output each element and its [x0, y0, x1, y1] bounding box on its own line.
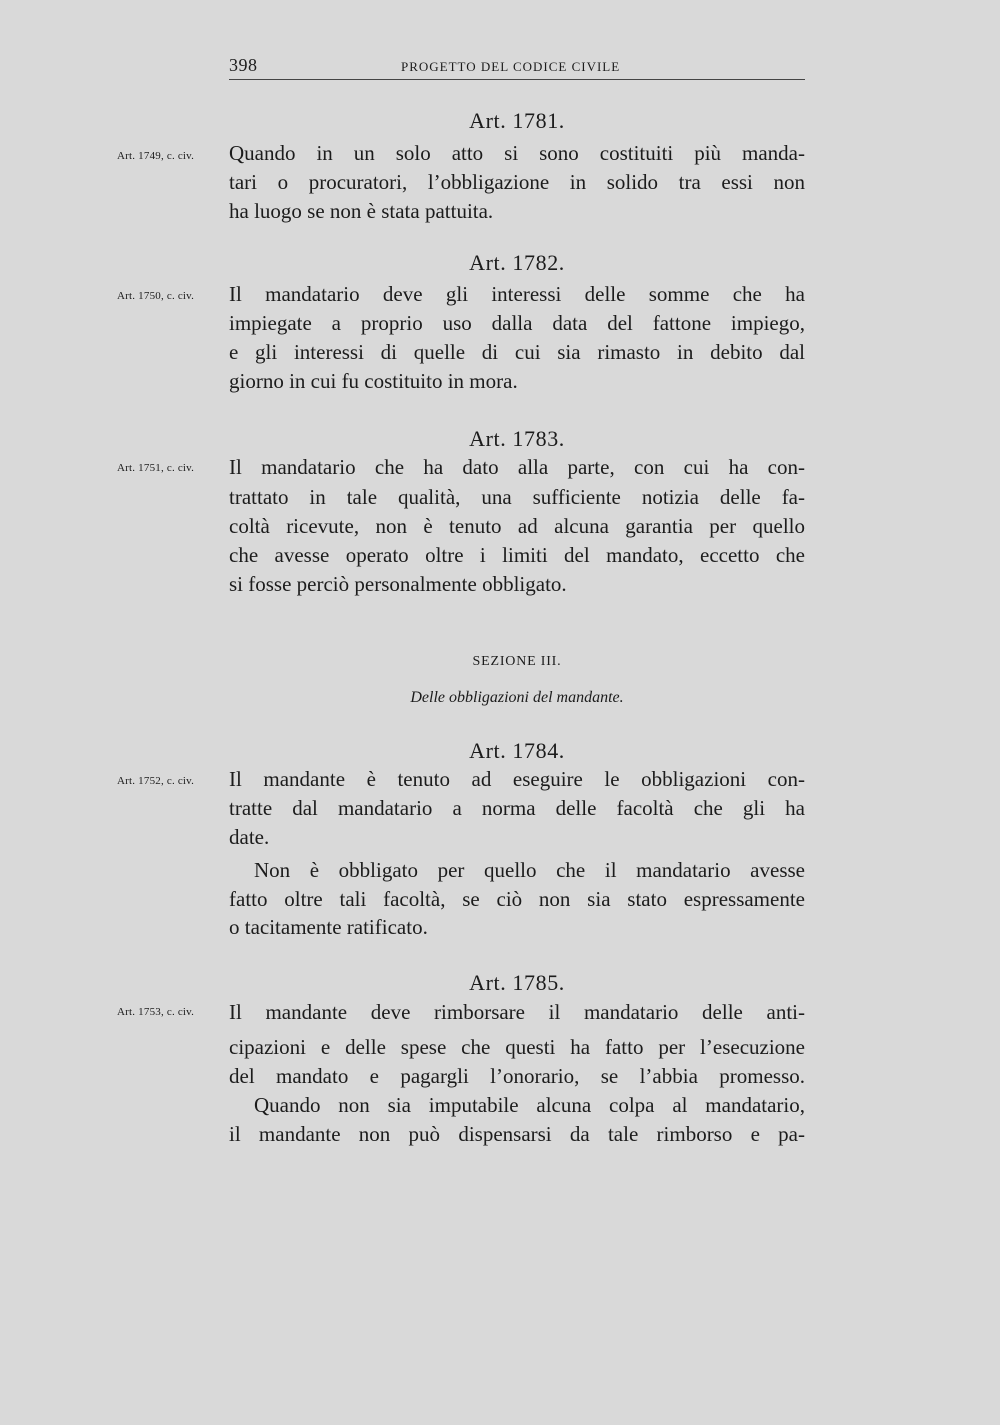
text-line: ha luogo se non è stata pattuita.	[229, 199, 494, 223]
text-line: Il mandante deve rimborsare il mandatario delle anti-	[229, 1000, 805, 1024]
text-line: Quando non sia imputabile alcuna colpa al mandatario,	[254, 1093, 805, 1117]
running-title: PROGETTO DEL CODICE CIVILE	[401, 59, 621, 74]
section-title: SEZIONE III.	[472, 654, 562, 669]
text-line: tari o procuratori, l’obbligazione in solido tra essi non	[229, 170, 805, 194]
article-heading: Art. 1783.	[469, 426, 565, 451]
text-line: Il mandatario che ha dato alla parte, con cui ha con-	[229, 455, 805, 479]
text-line: che avesse operato oltre i limiti del mandato, eccetto che	[229, 543, 805, 567]
text-line: trattato in tale qualità, una sufficiente notizia delle fa-	[229, 485, 805, 509]
page-header	[229, 55, 805, 79]
margin-reference: Art. 1753, c. civ.	[117, 1006, 195, 1018]
text-line: tratte dal mandatario a norma delle facoltà che gli ha	[229, 796, 805, 820]
text-line: o tacitamente ratificato.	[229, 915, 428, 939]
margin-reference: Art. 1749, c. civ.	[117, 150, 195, 162]
text-line: Quando in un solo atto si sono costituiti più manda-	[229, 141, 805, 165]
margin-reference: Art. 1751, c. civ.	[117, 462, 195, 474]
header-rule	[229, 79, 805, 80]
text-line: fatto oltre tali facoltà, se ciò non sia stato espressamente	[229, 887, 805, 911]
text-line: Non è obbligato per quello che il mandatario avesse	[254, 858, 805, 882]
text-line: cipazioni e delle spese che questi ha fatto per l’esecuzione	[229, 1035, 805, 1059]
text-line: Il mandante è tenuto ad eseguire le obbligazioni con-	[229, 767, 805, 791]
page-number: 398	[229, 55, 258, 75]
text-line: il mandante non può dispensarsi da tale rimborso e pa-	[229, 1122, 805, 1146]
text-line: del mandato e pagargli l’onorario, se l’abbia promesso.	[229, 1064, 805, 1088]
text-line: coltà ricevute, non è tenuto ad alcuna garantia per quello	[229, 514, 805, 538]
margin-reference: Art. 1750, c. civ.	[117, 290, 195, 302]
article-heading: Art. 1784.	[469, 738, 565, 763]
text-line: giorno in cui fu costituito in mora.	[229, 369, 518, 393]
text-line: impiegate a proprio uso dalla data del fattone impiego,	[229, 311, 805, 335]
text-line: Il mandatario deve gli interessi delle somme che ha	[229, 282, 805, 306]
section-subtitle: Delle obbligazioni del mandante.	[410, 689, 624, 706]
article-heading: Art. 1781.	[469, 108, 565, 133]
text-line: date.	[229, 825, 270, 849]
text-line: si fosse perciò personalmente obbligato.	[229, 572, 567, 596]
article-heading: Art. 1782.	[469, 250, 565, 275]
margin-reference: Art. 1752, c. civ.	[117, 775, 195, 787]
text-line: e gli interessi di quelle di cui sia rimasto in debito dal	[229, 340, 805, 364]
article-heading: Art. 1785.	[469, 970, 565, 995]
